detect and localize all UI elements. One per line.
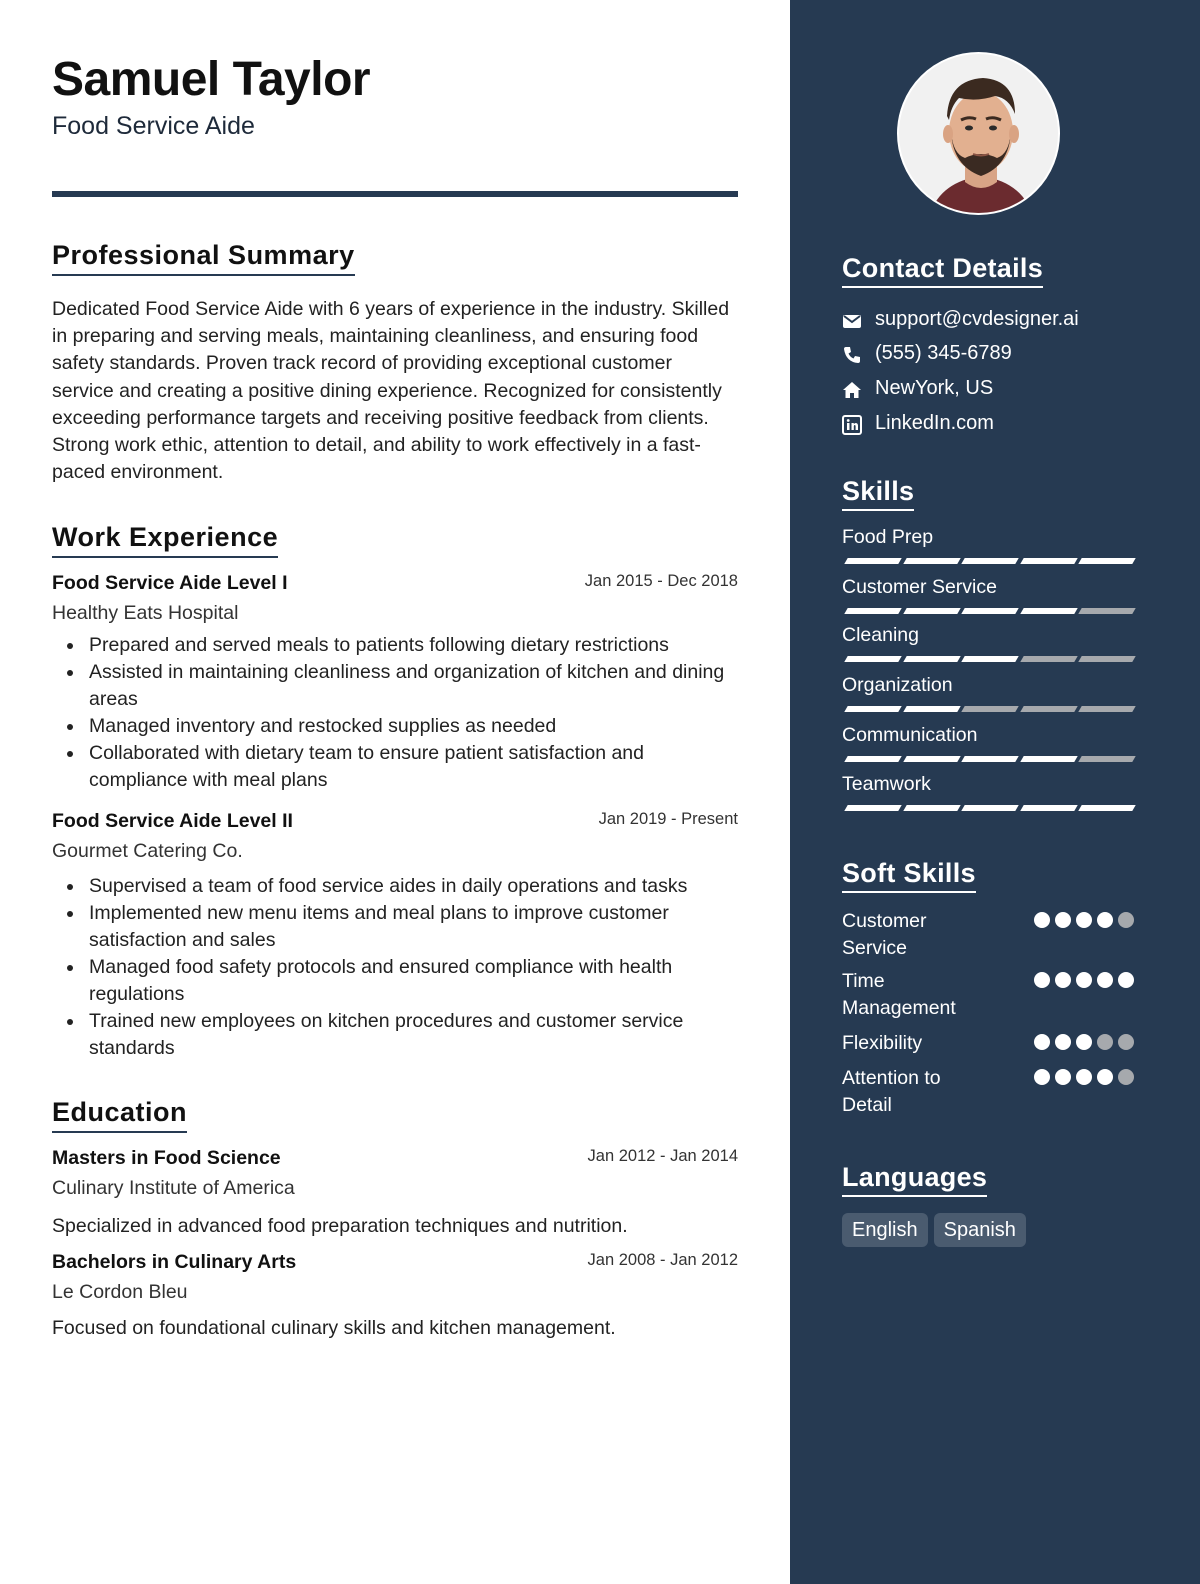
skill-level-bar	[842, 805, 1134, 813]
contact-phone[interactable]	[842, 342, 1162, 372]
contact-location	[842, 377, 1162, 407]
skill-level-segment	[903, 805, 960, 811]
soft-skill-rating	[1034, 972, 1134, 988]
skill-level-segment	[961, 656, 1018, 662]
skill-level-bar	[842, 706, 1134, 714]
job-bullet: Managed food safety protocols and ensured compliance with health regulations	[52, 954, 738, 1008]
experience-heading: Work Experience	[52, 522, 278, 558]
contact-email[interactable]	[842, 308, 1162, 338]
rating-dot	[1055, 1069, 1071, 1085]
summary-heading: Professional Summary	[52, 240, 355, 276]
profile-photo	[897, 52, 1060, 215]
rating-dot	[1118, 1069, 1134, 1085]
skill-level-segment	[844, 608, 901, 614]
education-description: Focused on foundational culinary skills and kitchen management.	[52, 1317, 616, 1339]
skill-level-segment	[903, 756, 960, 762]
skill-item	[842, 576, 1134, 602]
skill-level-segment	[1020, 706, 1077, 712]
skill-label: Food Prep	[842, 526, 934, 548]
languages-heading: Languages	[842, 1162, 987, 1197]
soft-skill-rating	[1034, 1034, 1134, 1050]
soft-skill-item	[842, 968, 1134, 1021]
skill-label: Teamwork	[842, 773, 931, 795]
envelope-icon	[842, 311, 862, 331]
skill-level-segment	[844, 756, 901, 762]
soft-skill-label: Time Management	[842, 970, 956, 1019]
skill-item	[842, 624, 1134, 650]
rating-dot	[1118, 912, 1134, 928]
rating-dot	[1034, 912, 1050, 928]
rating-dot	[1118, 1034, 1134, 1050]
job-bullets	[52, 632, 738, 794]
job-bullet: Prepared and served meals to patients following dietary restrictions	[52, 632, 738, 659]
job-dates: Jan 2019 - Present	[598, 810, 738, 828]
job-bullet: Implemented new menu items and meal plans to improve customer satisfaction and sales	[52, 900, 738, 954]
linkedin-icon	[842, 415, 862, 435]
summary-text: Dedicated Food Service Aide with 6 years of experience in the industry. Skilled in preparing and serving meals, maintaining cleanliness, and ensuring food safety standards. Proven track record of providing exceptional customer service and creating a positive dining experience. Recognized for consistently exceeding performance targets and receiving positive feedback from clients. Strong work ethic, attention to detail, and ability to work effectively in a fast-paced environment.	[52, 298, 730, 484]
skill-level-segment	[1078, 656, 1135, 662]
skill-level-segment	[1078, 756, 1135, 762]
soft-skill-rating	[1034, 912, 1134, 928]
job-title: Food Service Aide Level II	[52, 810, 293, 832]
home-icon	[842, 380, 862, 400]
rating-dot	[1034, 1069, 1050, 1085]
soft-skill-item	[842, 908, 1134, 961]
skill-level-segment	[961, 805, 1018, 811]
candidate-name: Samuel Taylor	[52, 53, 371, 106]
soft-skill-item	[842, 1065, 1134, 1118]
skill-level-bar	[842, 558, 1134, 566]
skill-level-segment	[903, 608, 960, 614]
rating-dot	[1076, 1034, 1092, 1050]
contact-linkedin[interactable]	[842, 412, 1162, 442]
rating-dot	[1055, 1034, 1071, 1050]
skill-label: Customer Service	[842, 576, 997, 598]
skill-level-bar	[842, 756, 1134, 764]
contact-phone-text: (555) 345-6789	[875, 342, 1012, 364]
rating-dot	[1034, 972, 1050, 988]
job-bullet: Trained new employees on kitchen procedures and customer service standards	[52, 1008, 738, 1062]
job-title: Food Service Aide Level I	[52, 572, 288, 594]
skill-level-segment	[844, 558, 901, 564]
skill-level-segment	[1020, 656, 1077, 662]
skill-level-segment	[1078, 706, 1135, 712]
candidate-title: Food Service Aide	[52, 112, 255, 140]
phone-icon	[842, 345, 862, 365]
contact-location-text: NewYork, US	[875, 377, 994, 399]
skill-level-segment	[1020, 608, 1077, 614]
skill-level-segment	[961, 756, 1018, 762]
job-company: Gourmet Catering Co.	[52, 840, 243, 862]
education-heading: Education	[52, 1097, 187, 1133]
rating-dot	[1118, 972, 1134, 988]
skill-label: Communication	[842, 724, 978, 746]
degree-title: Masters in Food Science	[52, 1147, 281, 1169]
rating-dot	[1055, 912, 1071, 928]
education-dates: Jan 2008 - Jan 2012	[587, 1251, 738, 1269]
soft-skill-label: Flexibility	[842, 1032, 923, 1054]
skill-item	[842, 724, 1134, 750]
skill-label: Organization	[842, 674, 953, 696]
rating-dot	[1097, 972, 1113, 988]
job-bullet: Supervised a team of food service aides in daily operations and tasks	[52, 873, 738, 900]
skill-level-segment	[903, 706, 960, 712]
skill-level-bar	[842, 656, 1134, 664]
school-name: Le Cordon Bleu	[52, 1281, 188, 1303]
skill-item	[842, 526, 1134, 552]
skill-item	[842, 674, 1134, 700]
rating-dot	[1076, 1069, 1092, 1085]
job-entry	[52, 810, 738, 1062]
rating-dot	[1097, 912, 1113, 928]
job-bullet: Managed inventory and restocked supplies as needed	[52, 713, 738, 740]
school-name: Culinary Institute of America	[52, 1177, 295, 1199]
contact-linkedin-text: LinkedIn.com	[875, 412, 994, 434]
soft-skill-item	[842, 1030, 1134, 1057]
job-entry	[52, 572, 738, 794]
contact-email-text: support@cvdesigner.ai	[875, 308, 1079, 330]
skill-label: Cleaning	[842, 624, 919, 646]
skill-level-segment	[1020, 558, 1077, 564]
skill-item	[842, 773, 1134, 799]
rating-dot	[1055, 972, 1071, 988]
languages-list	[842, 1213, 1032, 1247]
education-description: Specialized in advanced food preparation techniques and nutrition.	[52, 1215, 628, 1237]
skill-level-segment	[961, 558, 1018, 564]
rating-dot	[1097, 1034, 1113, 1050]
skill-level-segment	[1020, 756, 1077, 762]
skill-level-segment	[961, 706, 1018, 712]
job-bullet: Collaborated with dietary team to ensure patient satisfaction and compliance with meal plans	[52, 740, 738, 794]
skill-level-segment	[1078, 805, 1135, 811]
job-dates: Jan 2015 - Dec 2018	[584, 572, 738, 590]
rating-dot	[1034, 1034, 1050, 1050]
soft-skills-heading: Soft Skills	[842, 858, 976, 893]
skill-level-segment	[961, 608, 1018, 614]
soft-skill-rating	[1034, 1069, 1134, 1085]
job-bullet: Assisted in maintaining cleanliness and organization of kitchen and dining areas	[52, 659, 738, 713]
soft-skill-label: Customer Service	[842, 910, 927, 959]
skill-level-segment	[844, 656, 901, 662]
portrait-illustration	[899, 54, 1060, 215]
education-entry	[52, 1251, 738, 1341]
skill-level-segment	[844, 706, 901, 712]
header-divider	[52, 191, 738, 197]
skill-level-segment	[1078, 558, 1135, 564]
soft-skill-label: Attention to Detail	[842, 1067, 941, 1116]
skill-level-segment	[1020, 805, 1077, 811]
contact-heading: Contact Details	[842, 253, 1043, 288]
rating-dot	[1076, 972, 1092, 988]
skill-level-segment	[1078, 608, 1135, 614]
language-chip: English	[842, 1213, 928, 1247]
job-company: Healthy Eats Hospital	[52, 602, 239, 624]
skill-level-bar	[842, 608, 1134, 616]
skill-level-segment	[903, 558, 960, 564]
education-entry	[52, 1147, 738, 1239]
language-chip: Spanish	[934, 1213, 1026, 1247]
skill-level-segment	[903, 656, 960, 662]
education-dates: Jan 2012 - Jan 2014	[587, 1147, 738, 1165]
degree-title: Bachelors in Culinary Arts	[52, 1251, 297, 1273]
sidebar	[790, 0, 1200, 1584]
skills-heading: Skills	[842, 476, 914, 511]
rating-dot	[1097, 1069, 1113, 1085]
rating-dot	[1076, 912, 1092, 928]
job-bullets	[52, 873, 738, 1062]
skill-level-segment	[844, 805, 901, 811]
